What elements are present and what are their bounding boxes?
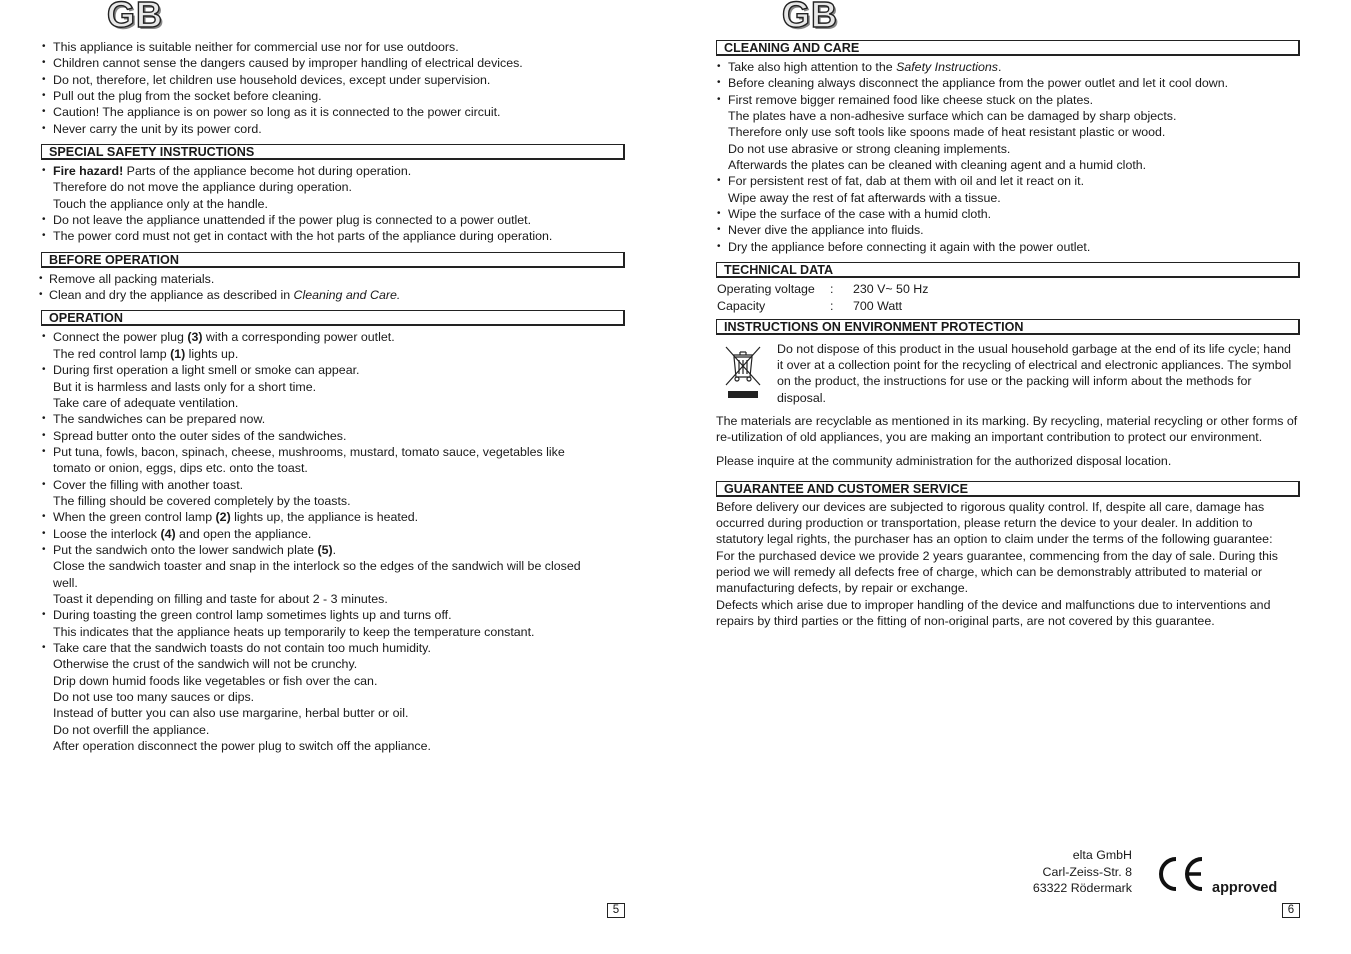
list-item: • This appliance is suitable neither for commercial use nor for use outdoors. bbox=[41, 39, 625, 55]
item-continuation: Wipe away the rest of fat afterwards with a tissue. bbox=[728, 190, 1001, 205]
company-city: 63322 Rödermark bbox=[1032, 881, 1132, 896]
company-name: elta GmbH bbox=[1072, 848, 1132, 862]
item-continuation: Do not use abrasive or strong cleaning implements. bbox=[728, 141, 1011, 156]
fire-hazard-label: Fire hazard! bbox=[53, 164, 124, 179]
item-text: . bbox=[332, 542, 337, 557]
before-operation-list bbox=[38, 271, 625, 304]
list-item: • The sandwiches can be prepared now. bbox=[41, 411, 625, 427]
part-number: (5) bbox=[317, 542, 333, 557]
item-continuation: The filling should be covered completely by the toasts. bbox=[53, 493, 351, 508]
approved-label: approved bbox=[1212, 880, 1278, 896]
item-text: Take care that the sandwich toasts do not contain too much humidity. bbox=[53, 641, 431, 655]
item-continuation: Therefore only use soft tools like spoons made of heat resistant plastic or wood. bbox=[728, 125, 1166, 140]
item-continuation: This indicates that the appliance heats up temporarily to keep the temperature constant. bbox=[53, 624, 535, 639]
disposal-paragraph: Please inquire at the community administration for the authorized disposal location. bbox=[716, 454, 1172, 469]
table-row bbox=[716, 298, 1300, 315]
row-separator: : bbox=[830, 282, 834, 297]
item-text: Take also high attention to the bbox=[728, 60, 897, 74]
list-item: • Remove all packing materials. bbox=[38, 271, 625, 287]
item-continuation: Take care of adequate ventilation. bbox=[53, 395, 239, 410]
item-continuation: But it is harmless and lasts only for a short time. bbox=[53, 379, 317, 394]
page-number-right: 6 bbox=[1282, 903, 1300, 918]
technical-data-table bbox=[716, 281, 1300, 314]
item-text: Parts of the appliance become hot during operation. bbox=[123, 164, 412, 179]
technical-data-heading: TECHNICAL DATA bbox=[716, 262, 1300, 278]
list-item: • Spread butter onto the outer sides of the sandwiches. bbox=[41, 428, 625, 444]
list-item bbox=[716, 92, 1300, 174]
page-number-left: 5 bbox=[607, 903, 625, 918]
item-text: . bbox=[998, 60, 1002, 74]
item-text: The red control lamp bbox=[53, 346, 171, 361]
environment-notice bbox=[716, 339, 1300, 405]
general-safety-list bbox=[41, 39, 625, 137]
operation-list bbox=[41, 329, 625, 754]
item-emphasis: Cleaning and Care. bbox=[293, 288, 401, 303]
row-value: 700 Watt bbox=[853, 298, 903, 313]
cleaning-list bbox=[716, 59, 1300, 255]
item-text: lights up, the appliance is heated. bbox=[230, 510, 419, 525]
list-item bbox=[41, 526, 625, 542]
list-item bbox=[38, 287, 625, 303]
list-item bbox=[41, 509, 625, 525]
list-item bbox=[41, 607, 625, 640]
item-text: with a corresponding power outlet. bbox=[202, 330, 395, 345]
environment-heading: INSTRUCTIONS ON ENVIRONMENT PROTECTION bbox=[716, 319, 1300, 335]
language-heading: GB bbox=[782, 0, 838, 35]
part-number: (3) bbox=[187, 330, 203, 345]
environment-text: Do not dispose of this product in the usual household garbage at the end of its life cycle; hand it over at a collection point for the recycling of electrical and electronic appliances. The symbol on the product, the instructions for use or the packing will inform about the methods for disposal. bbox=[777, 341, 1292, 405]
item-text: First remove bigger remained food like cheese stuck on the plates. bbox=[728, 92, 1094, 107]
list-item: • Children cannot sense the dangers caused by improper handling of electrical devices. bbox=[41, 55, 625, 71]
list-item: • Caution! The appliance is on power so long as it is connected to the power circuit. bbox=[41, 104, 625, 120]
list-item bbox=[41, 542, 625, 607]
item-emphasis: Safety Instructions bbox=[896, 60, 999, 74]
language-heading: GB bbox=[107, 0, 163, 35]
before-operation-heading: BEFORE OPERATION bbox=[41, 252, 625, 268]
item-continuation: well. bbox=[53, 575, 78, 590]
recycling-paragraph: The materials are recyclable as mentioned in its marking. By recycling, material recycling or other forms of re-utilization of old appliances, you are making an important contribution to protect our environment. bbox=[716, 413, 1298, 444]
item-continuation: After operation disconnect the power plug to switch off the appliance. bbox=[53, 739, 431, 754]
item-continuation: Drip down humid foods like vegetables or fish over the can. bbox=[53, 673, 378, 688]
item-continuation: Do not overfill the appliance. bbox=[53, 722, 210, 737]
item-text: When the green control lamp bbox=[53, 510, 216, 525]
guarantee-heading: GUARANTEE AND CUSTOMER SERVICE bbox=[716, 481, 1300, 497]
list-item: • Dry the appliance before connecting it again with the power outlet. bbox=[716, 239, 1300, 255]
item-continuation: The plates have a non-adhesive surface which can be damaged by sharp objects. bbox=[728, 109, 1177, 124]
list-item bbox=[716, 173, 1300, 206]
list-item bbox=[41, 362, 625, 411]
company-street: Carl-Zeiss-Str. 8 bbox=[1042, 864, 1132, 879]
item-continuation: Toast it depending on filling and taste for about 2 - 3 minutes. bbox=[53, 591, 388, 606]
special-safety-list bbox=[41, 163, 625, 245]
item-continuation: Therefore do not move the appliance during operation. bbox=[53, 180, 352, 195]
item-continuation: tomato or onion, eggs, dips etc. onto the toast. bbox=[53, 461, 308, 476]
row-label: Operating voltage bbox=[717, 282, 815, 297]
list-item: • Do not, therefore, let children use household devices, except under supervision. bbox=[41, 72, 625, 88]
list-item: • Before cleaning always disconnect the appliance from the power outlet and let it cool down. bbox=[716, 75, 1300, 91]
list-item bbox=[41, 444, 625, 477]
item-text: Cover the filling with another toast. bbox=[53, 477, 244, 492]
row-label: Capacity bbox=[717, 298, 766, 313]
special-safety-heading: SPECIAL SAFETY INSTRUCTIONS bbox=[41, 144, 625, 160]
right-content bbox=[716, 40, 1300, 629]
item-continuation: Touch the appliance only at the handle. bbox=[53, 196, 268, 211]
item-continuation: Otherwise the crust of the sandwich will not be crunchy. bbox=[53, 657, 358, 672]
list-item bbox=[41, 477, 625, 510]
cleaning-care-heading: CLEANING AND CARE bbox=[716, 40, 1300, 56]
item-continuation bbox=[53, 346, 625, 362]
list-item bbox=[41, 640, 625, 754]
list-item bbox=[41, 163, 625, 212]
item-text: Put the sandwich onto the lower sandwich plate bbox=[53, 542, 318, 557]
guarantee-paragraph: Before delivery our devices are subjected to rigorous quality control. If, despite all care, damage has occurred during production or transportation, please return the device to your dealer. In addition to statutory legal rights, the purchaser has an option to claim under the terms of the following guarantee: bbox=[716, 499, 1273, 547]
list-item: • Wipe the surface of the case with a humid cloth. bbox=[716, 206, 1300, 222]
list-item: • Never dive the appliance into fluids. bbox=[716, 222, 1300, 238]
item-text: During toasting the green control lamp sometimes lights up and turns off. bbox=[53, 608, 452, 623]
list-item: • Never carry the unit by its power cord. bbox=[41, 121, 625, 137]
operation-heading: OPERATION bbox=[41, 310, 625, 326]
list-item bbox=[41, 329, 625, 362]
item-continuation: Do not use too many sauces or dips. bbox=[53, 690, 255, 705]
ce-mark-icon bbox=[1158, 856, 1206, 892]
row-separator: : bbox=[830, 298, 834, 313]
item-text: lights up. bbox=[185, 346, 239, 361]
list-item: • Do not leave the appliance unattended if the power plug is connected to a power outlet. bbox=[41, 212, 625, 228]
list-item: • The power cord must not get in contact with the hot parts of the appliance during operation. bbox=[41, 228, 625, 244]
item-continuation: Instead of butter you can also use margarine, herbal butter or oil. bbox=[53, 706, 409, 721]
guarantee-paragraph: For the purchased device we provide 2 years guarantee, commencing from the day of sale. During this period we will remedy all defects free of charge, which can be demonstrably attributed to material or manufacturing defects, by repair or exchange. bbox=[716, 548, 1279, 596]
item-text: Loose the interlock bbox=[53, 526, 161, 541]
part-number: (4) bbox=[160, 526, 176, 541]
item-text: During first operation a light smell or smoke can appear. bbox=[53, 363, 360, 378]
row-value: 230 V~ 50 Hz bbox=[853, 282, 929, 297]
item-text: Clean and dry the appliance as described in bbox=[49, 288, 294, 303]
crossed-out-wheelie-bin-icon bbox=[724, 343, 762, 399]
item-text: For persistent rest of fat, dab at them with oil and let it react on it. bbox=[728, 174, 1085, 189]
item-text: and open the appliance. bbox=[175, 526, 312, 541]
table-row bbox=[716, 281, 1300, 298]
item-continuation: Afterwards the plates can be cleaned with cleaning agent and a humid cloth. bbox=[728, 158, 1147, 173]
list-item: • Pull out the plug from the socket before cleaning. bbox=[41, 88, 625, 104]
guarantee-paragraph: Defects which arise due to improper handling of the device and malfunctions due to interventions and repairs by third parties or the fitting of non-original parts, are not covered by this guarantee. bbox=[716, 597, 1271, 628]
left-content bbox=[41, 39, 625, 754]
item-text: Put tuna, fowls, bacon, spinach, cheese, mushrooms, mustard, tomato sauce, vegetables like bbox=[53, 444, 565, 459]
part-number: (1) bbox=[170, 346, 186, 361]
list-item bbox=[716, 59, 1300, 75]
company-address bbox=[1033, 847, 1132, 897]
item-continuation: Close the sandwich toaster and snap in the interlock so the edges of the sandwich will be closed bbox=[53, 559, 581, 574]
item-text: Connect the power plug bbox=[53, 330, 188, 345]
part-number: (2) bbox=[215, 510, 231, 525]
